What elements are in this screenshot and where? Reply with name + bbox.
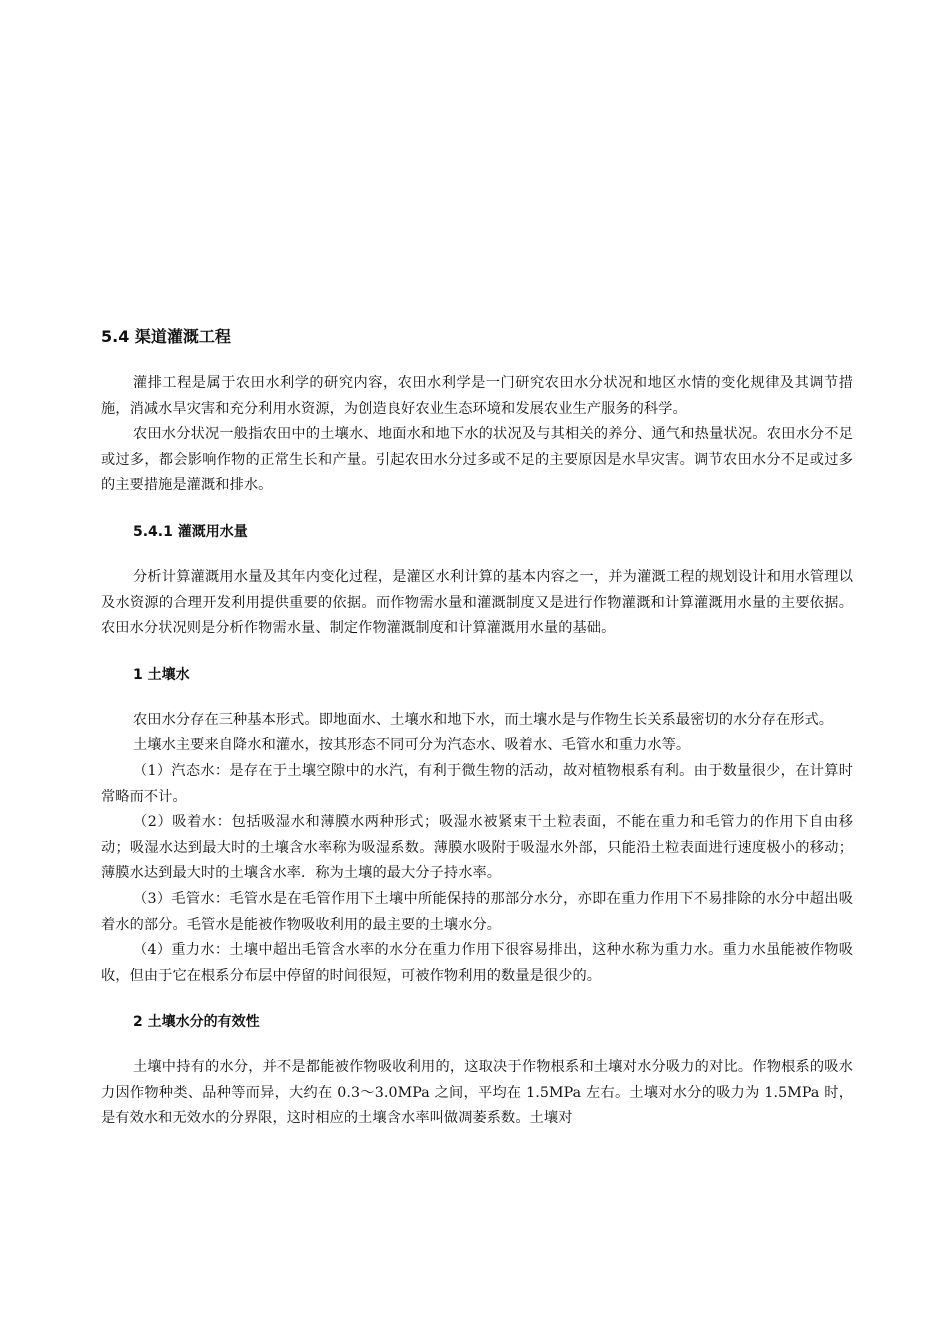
paragraph: 农田水分存在三种基本形式。即地面水、土壤水和地下水，而土壤水是与作物生长关系最密切的水分存在形式。 bbox=[133, 711, 834, 728]
paragraph: 农田水分状况一般指农田中的土壤水、地面水和地下水的状况及与其相关的养分、通气和热量状况。农田水分不足或过多，都会影响作物的正常生长和产量。引起农田水分过多或不足的主要原因是水旱灾害。调节农田水分不足或过多的主要措施是灌溉和排水。 bbox=[101, 426, 853, 494]
topic-heading-soil-water: 1 土壤水 bbox=[133, 666, 190, 683]
paragraph: 土壤中持有的水分，并不是都能被作物吸收利用的，这取决于作物根系和土壤对水分吸力的对比。作物根系的吸水力因作物种类、品种等而异，大约在 0.3～3.0MPa 之间，平均在 1.5MPa 左右。土壤对水分的吸力为 1.5MPa 时，是有效水和无效水的分界限，这时相应的土壤含水率叫做凋萎系数。土壤对 bbox=[101, 1059, 853, 1127]
paragraph: （1）汽态水：是存在于土壤空隙中的水汽，有利于微生物的活动，故对植物根系有利。由于数量很少，在计算时常略而不计。 bbox=[101, 762, 853, 805]
document-body bbox=[101, 325, 853, 1132]
section-heading: 5.4 渠道灌溉工程 bbox=[101, 327, 231, 346]
paragraph: 灌排工程是属于农田水利学的研究内容，农田水利学是一门研究农田水分状况和地区水情的变化规律及其调节措施，消减水旱灾害和充分利用水资源，为创造良好农业生态环境和发展农业生产服务的科学。 bbox=[101, 375, 853, 417]
paragraph: （2）吸着水：包括吸湿水和薄膜水两种形式；吸湿水被紧束干土粒表面，不能在重力和毛管力的作用下自由移动；吸湿水达到最大时的土壤含水率称为吸湿系数。薄膜水吸附于吸湿水外部，只能沿土粒表面进行速度极小的移动；薄膜水达到最大时的土壤含水率．称为土壤的最大分子持水率。 bbox=[101, 814, 853, 882]
paragraph: 土壤水主要来自降水和灌水，按其形态不同可分为汽态水、吸着水、毛管水和重力水等。 bbox=[133, 737, 691, 754]
paragraph: （3）毛管水：毛管水是在毛管作用下土壤中所能保持的那部分水分，亦即在重力作用下不易排除的水分中超出吸着水的部分。毛管水是能被作物吸收利用的最主要的土壤水分。 bbox=[101, 890, 853, 933]
paragraph: 分析计算灌溉用水量及其年内变化过程，是灌区水利计算的基本内容之一，并为灌溉工程的规划设计和用水管理以及水资源的合理开发利用提供重要的依据。而作物需水量和灌溉制度又是进行作物灌溉和计算灌溉用水量的主要依据。农田水分状况则是分析作物需水量、制定作物灌溉制度和计算灌溉用水量的基础。 bbox=[101, 568, 853, 637]
paragraph: （4）重力水：土壤中超出毛管含水率的水分在重力作用下很容易排出，这种水称为重力水。重力水虽能被作物吸收，但由于它在根系分布层中停留的时间很短，可被作物利用的数量是很少的。 bbox=[101, 942, 853, 984]
subsection-heading: 5.4.1 灌溉用水量 bbox=[133, 523, 248, 540]
topic-heading-water-availability: 2 土壤水分的有效性 bbox=[133, 1014, 260, 1031]
